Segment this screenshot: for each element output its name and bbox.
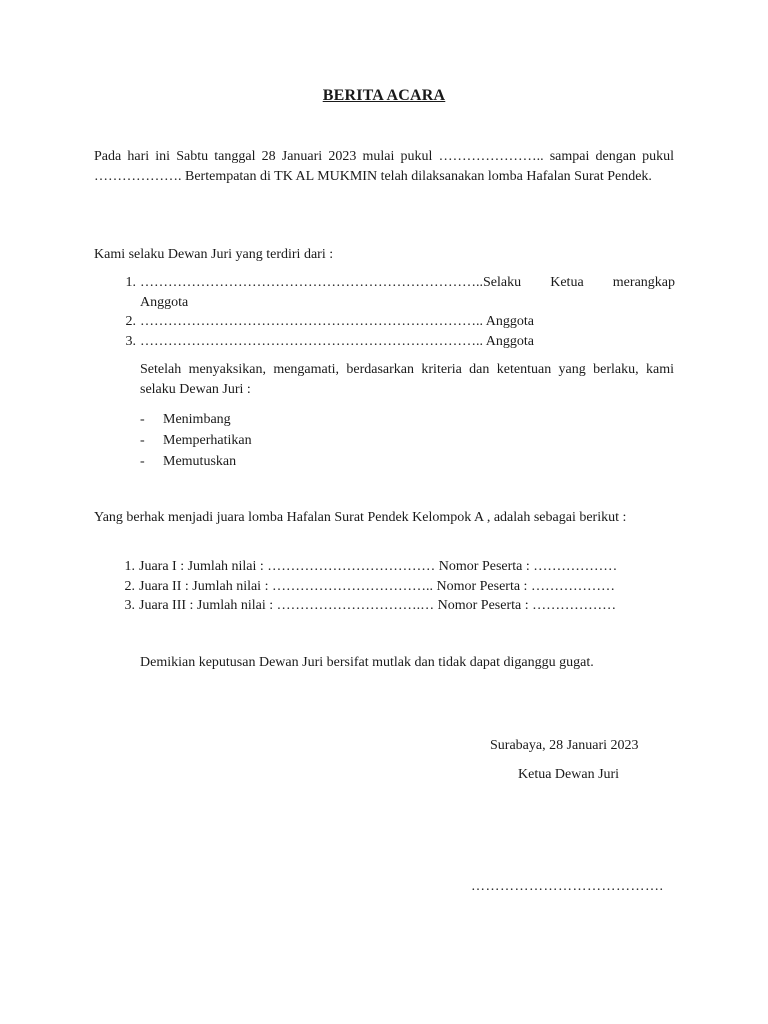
decision-text: Memperhatikan — [163, 433, 252, 448]
dash-bullet: - — [140, 433, 145, 448]
dash-bullet: - — [140, 454, 145, 469]
decision-item — [140, 430, 540, 451]
winner-text: Juara III : Jumlah nilai : ………………………….… Nomor Peserta : ……………… — [139, 598, 617, 613]
jury-member-list — [125, 273, 675, 351]
decision-text: Menimbang — [163, 412, 231, 427]
jury-member-item — [125, 312, 675, 332]
list-number: 1. — [124, 559, 135, 574]
list-number: 2. — [125, 314, 136, 329]
signatory-role: Ketua Dewan Juri — [518, 767, 620, 782]
winner-item — [124, 557, 679, 577]
jury-member-line: ………………………………………………………………..Selaku Ketua merangkap — [140, 275, 675, 290]
winners-intro: Yang berhak menjadi juara lomba Hafalan Surat Pendek Kelompok A , adalah sebagai berikut : — [94, 510, 627, 525]
decision-list — [140, 409, 540, 472]
jury-intro: Kami selaku Dewan Juri yang terdiri dari : — [94, 247, 334, 262]
jury-member-item — [125, 332, 675, 352]
jury-member-line: ……………………………………………………………….. Anggota — [140, 333, 534, 349]
document-title: BERITA ACARA — [322, 87, 446, 104]
place-date: Surabaya, 28 Januari 2023 — [490, 738, 639, 753]
decision-item — [140, 409, 540, 430]
dash-bullet: - — [140, 412, 145, 427]
jury-member-line: Anggota — [140, 294, 189, 310]
winner-item — [124, 577, 679, 597]
winner-list — [124, 557, 679, 616]
list-number: 1. — [125, 275, 136, 290]
jury-member-line: ……………………………………………………………….. Anggota — [140, 314, 534, 329]
winner-text: Juara II : Jumlah nilai : …………………………….. Nomor Peserta : ……………… — [139, 578, 615, 594]
opening-paragraph: Pada hari ini Sabtu tanggal 28 Januari 2023 mulai pukul ………………….. sampai dengan pukul ………………. Bertempatan di TK AL MUKMIN telah dilaksanakan lomba Hafalan Surat Pendek. — [94, 149, 674, 184]
signature-line: …………………………………. — [471, 879, 664, 894]
closing-statement: Demikian keputusan Dewan Juri bersifat mutlak dan tidak dapat diganggu gugat. — [140, 655, 594, 670]
list-number: 3. — [124, 598, 135, 613]
consideration-paragraph: Setelah menyaksikan, mengamati, berdasarkan kriteria dan ketentuan yang berlaku, kami selaku Dewan Juri : — [140, 362, 674, 397]
list-number: 2. — [124, 578, 135, 594]
decision-text: Memutuskan — [163, 454, 237, 469]
decision-item — [140, 451, 540, 472]
winner-text: Juara I : Jumlah nilai : ……………………………… Nomor Peserta : ……………… — [139, 559, 618, 574]
jury-member-item — [125, 273, 675, 312]
winner-item — [124, 596, 679, 616]
list-number: 3. — [125, 333, 136, 349]
